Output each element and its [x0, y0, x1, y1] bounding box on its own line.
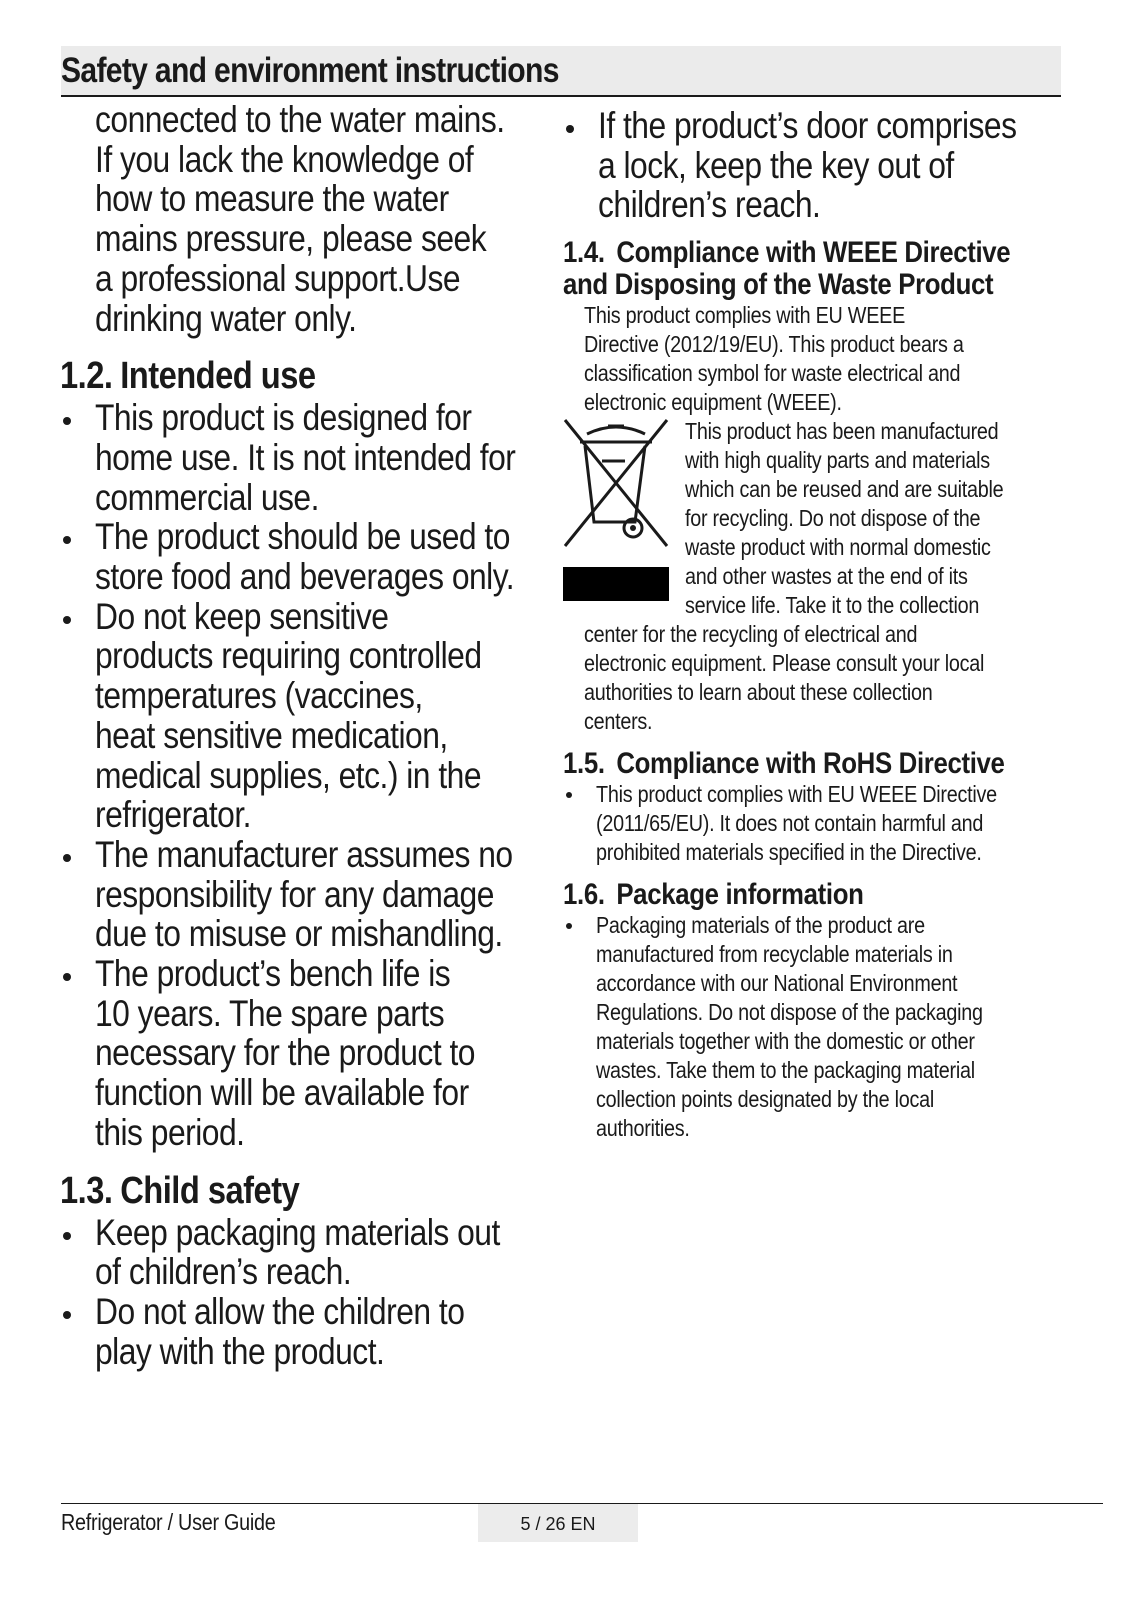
text-line: how to measure the water	[95, 178, 449, 220]
text-line: of children’s reach.	[95, 1251, 352, 1293]
text-line: a lock, keep the key out of	[598, 144, 954, 186]
section-title: Package information	[616, 878, 864, 912]
text-line: If you lack the knowledge of	[95, 138, 474, 180]
section-heading-package	[563, 879, 984, 911]
text-line: This product complies with EU WEEE	[584, 302, 906, 329]
text-line: 10 years. The spare parts	[95, 992, 445, 1034]
crossed-out-wheelie-bin-icon	[563, 417, 669, 602]
door-lock-list	[563, 106, 1053, 225]
section-heading-weee-line2: and Disposing of the Waste Product	[563, 268, 994, 302]
section-heading-intended-use	[60, 354, 464, 398]
text-line: prohibited materials specified in the Directive.	[596, 839, 982, 866]
text-line: wastes. Take them to the packaging material	[596, 1057, 975, 1084]
bullet-icon	[63, 1232, 71, 1240]
text-line: products requiring controlled	[95, 635, 482, 677]
text-line: with high quality parts and materials	[685, 447, 990, 474]
rohs-list	[563, 780, 1053, 867]
text-line: which can be reused and are suitable	[685, 476, 1004, 503]
bullet-icon	[63, 417, 71, 425]
text-line: authorities to learn about these collection	[584, 679, 933, 706]
text-line: necessary for the product to	[95, 1032, 475, 1074]
text-line: authorities.	[596, 1115, 690, 1142]
text-line: due to misuse or mishandling.	[95, 913, 503, 955]
page-title: Safety and environment instructions	[61, 51, 559, 90]
text-line: If the product’s door comprises	[598, 105, 1017, 146]
text-line: mains pressure, please seek	[95, 218, 487, 260]
section-title: Compliance with WEEE Directive	[616, 236, 1011, 270]
page-header	[61, 46, 1061, 97]
child-safety-list	[60, 1213, 530, 1372]
intended-use-list	[60, 398, 530, 1152]
weee-side-text	[685, 417, 1055, 620]
section-title: Child safety	[120, 1169, 300, 1212]
section-number: 1.2.	[60, 355, 113, 398]
text-line: temperatures (vaccines,	[95, 675, 423, 717]
list-item	[60, 517, 530, 596]
bullet-icon	[63, 854, 71, 862]
list-item	[60, 954, 530, 1153]
section-title: Compliance with RoHS Directive	[616, 747, 1005, 781]
bullet-icon	[63, 616, 71, 624]
text-line: collection points designated by the local	[596, 1086, 935, 1113]
section-number: 1.4.	[563, 236, 605, 270]
section-number: 1.6.	[563, 878, 605, 912]
list-item	[60, 835, 530, 954]
list-item	[563, 911, 1053, 1143]
list-item	[563, 780, 1053, 867]
text-line: This product is designed for	[95, 397, 472, 439]
list-item	[563, 106, 1053, 225]
text-line: Directive (2012/19/EU). This product bears a	[584, 331, 964, 358]
weee-symbol-block	[563, 417, 1053, 620]
text-line: The manufacturer assumes no	[95, 833, 513, 875]
list-item	[60, 1213, 530, 1292]
text-line: This product complies with EU WEEE Directive	[596, 781, 997, 808]
text-line: electronic equipment (WEEE).	[584, 389, 842, 416]
text-line: for recycling. Do not dispose of the	[685, 505, 981, 532]
text-line: center for the recycling of electrical and	[584, 621, 918, 648]
text-line: waste product with normal domestic	[685, 534, 991, 561]
section-number: 1.5.	[563, 747, 605, 781]
text-line: Do not keep sensitive	[95, 595, 389, 637]
bullet-icon	[63, 1311, 71, 1319]
left-column	[60, 100, 530, 1371]
text-line: (2011/65/EU). It does not contain harmful and	[596, 810, 984, 837]
text-line: responsibility for any damage	[95, 873, 494, 915]
section-heading-weee	[563, 236, 1011, 270]
text-line: service life. Take it to the collection	[685, 592, 980, 619]
text-line: The product should be used to	[95, 516, 510, 558]
bullet-icon	[566, 923, 572, 929]
list-item	[60, 1292, 530, 1371]
text-line: centers.	[584, 708, 653, 735]
text-line: children’s reach.	[598, 184, 821, 226]
text-line: medical supplies, etc.) in the	[95, 754, 482, 796]
text-line: electronic equipment. Please consult your local	[584, 650, 985, 677]
text-line: this period.	[95, 1111, 245, 1153]
bullet-icon	[63, 536, 71, 544]
text-line: commercial use.	[95, 476, 319, 518]
package-list	[563, 911, 1053, 1143]
text-line: home use. It is not intended for	[95, 436, 516, 478]
section-heading-rohs	[563, 747, 1005, 781]
text-line: materials together with the domestic or other	[596, 1028, 975, 1055]
text-line: and other wastes at the end of its	[685, 563, 968, 590]
text-line: store food and beverages only.	[95, 556, 515, 598]
section-number: 1.3.	[60, 1169, 113, 1212]
text-line: refrigerator.	[95, 794, 252, 836]
bullet-icon	[566, 792, 572, 798]
text-line: play with the product.	[95, 1330, 385, 1372]
text-line: manufactured from recyclable materials in	[596, 941, 953, 968]
text-line: Packaging materials of the product are	[596, 912, 925, 939]
text-line: function will be available for	[95, 1072, 469, 1114]
weee-intro-paragraph	[563, 301, 1053, 417]
bullet-icon	[63, 973, 71, 981]
list-item	[60, 597, 530, 835]
section-title: Intended use	[120, 355, 316, 398]
list-item	[60, 398, 530, 517]
footer-guide-title: Refrigerator / User Guide	[61, 1509, 276, 1535]
text-line: This product has been manufactured	[685, 418, 999, 445]
bullet-icon	[566, 125, 574, 133]
section-heading-child-safety	[60, 1169, 464, 1213]
text-line: connected to the water mains.	[95, 99, 505, 140]
text-line: a professional support.Use	[95, 257, 461, 299]
right-column	[563, 106, 1053, 1143]
text-line: classification symbol for waste electrical and	[584, 360, 961, 387]
text-line: Regulations. Do not dispose of the packaging	[596, 999, 983, 1026]
text-line: drinking water only.	[95, 297, 357, 339]
text-line: accordance with our National Environment	[596, 970, 958, 997]
page-number: 5 / 26 EN	[478, 1504, 638, 1542]
intro-paragraph	[60, 100, 530, 338]
text-line: Keep packaging materials out	[95, 1211, 500, 1253]
weee-after-paragraph	[563, 620, 1053, 736]
text-line: heat sensitive medication,	[95, 714, 448, 756]
text-line: The product’s bench life is	[95, 953, 451, 995]
text-line: Do not allow the children to	[95, 1290, 465, 1332]
